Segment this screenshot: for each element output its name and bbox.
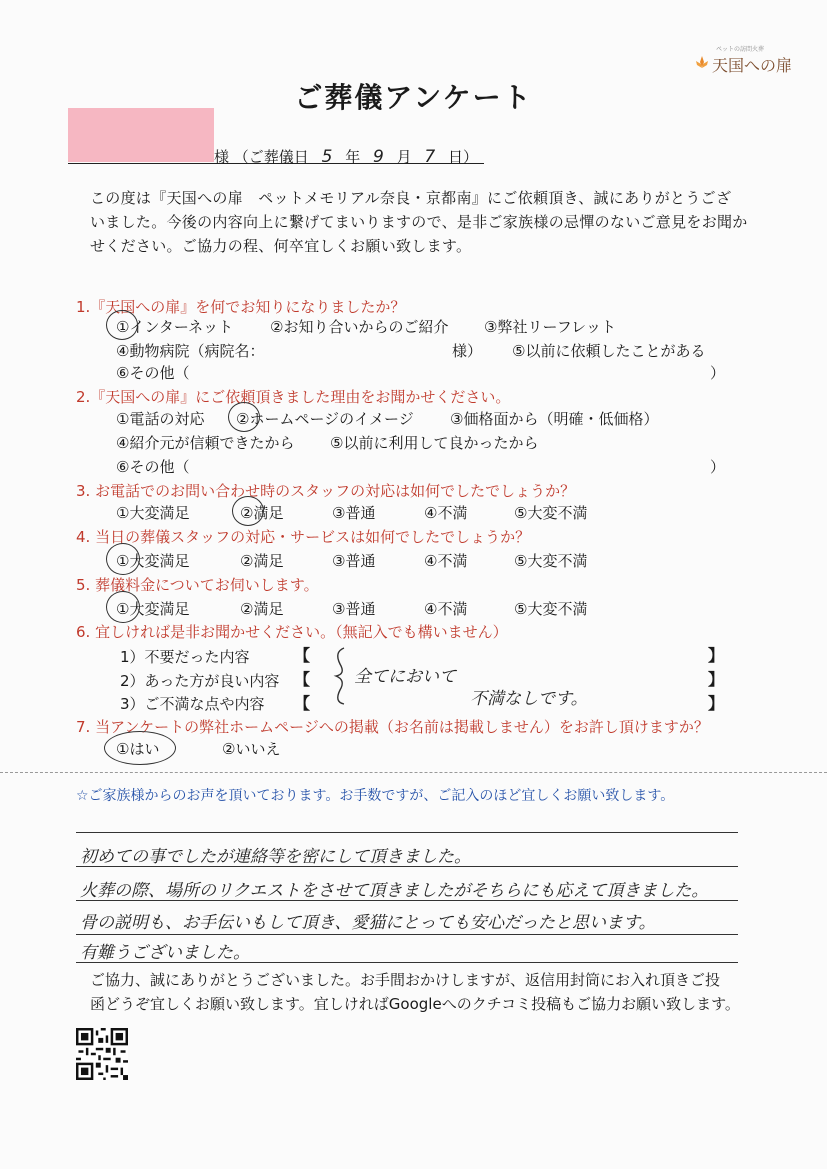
q1-option-leaflet[interactable]: ③弊社リーフレット	[484, 318, 616, 336]
bracket-open: 【	[294, 646, 311, 665]
voice-line: 初めての事でしたが連絡等を密にして頂きました。	[80, 847, 471, 867]
selection-circle	[228, 402, 260, 432]
q2-option-trust[interactable]: ④紹介元が信頼できたから	[116, 434, 295, 452]
q1-option-hospital[interactable]: ④動物病院（病院名：	[116, 342, 265, 360]
voice-line: 火葬の際、場所のリクエストをさせて頂きましたがそちらにも応えて頂きました。	[80, 881, 709, 901]
q5-rating-very-dissatisfied[interactable]: ⑤大変不満	[514, 600, 588, 618]
date-prefix: （ご葬儀日	[233, 148, 309, 166]
q6-item-wanted: 2）あった方が良い内容	[120, 672, 280, 690]
q7-question: 7. 当アンケートの弊社ホームページへの掲載（お名前は掲載しません）をお許し頂けますか？	[76, 718, 709, 736]
bracket-close: 】	[708, 646, 725, 665]
outro-line: ご協力、誠にありがとうございました。お手間おかけしますが、返信用封筒にお入れ頂きご投	[90, 971, 721, 989]
intro-line: いました。今後の内容向上に繋げてまいりますので、是非ご家族様の忌憚のないご意見をお聞か	[90, 213, 748, 231]
q6-handwritten-no-complaints: 不満なしです。	[470, 689, 588, 709]
q4-question: 4. 当日の葬儀スタッフの対応・サービスは如何でしたでしょうか？	[76, 528, 531, 546]
bracket-open: 【	[294, 694, 311, 713]
brand-logo	[694, 44, 804, 76]
lotus-icon	[694, 54, 710, 70]
voice-line: 骨の説明も、お手伝いもして頂き、愛猫にとっても安心だったと思います。	[80, 913, 656, 933]
bracket-close: 】	[708, 670, 725, 689]
outro-text	[90, 968, 740, 1016]
logo-name: 天国への扉	[712, 56, 793, 75]
q4-rating-very-dissatisfied[interactable]: ⑤大変不満	[514, 552, 588, 570]
q4-rating-dissatisfied[interactable]: ④不満	[424, 552, 468, 570]
q1-question: 1.『天国への扉』を何でお知りになりましたか？	[76, 298, 406, 316]
intro-line: せください。ご協力の程、何卒宜しくお願い致します。	[90, 237, 472, 255]
selection-circle	[106, 310, 138, 340]
q3-rating-satisfied[interactable]: ②満足	[240, 504, 284, 522]
q5-rating-dissatisfied[interactable]: ④不満	[424, 600, 468, 618]
voice-line: 有難うございました。	[80, 943, 250, 963]
q2-other-close: ）	[710, 458, 726, 476]
q1-other-close: ）	[710, 364, 726, 382]
q2-option-previous[interactable]: ⑤以前に利用して良かったから	[330, 434, 539, 452]
q1-option-internet[interactable]: ①インターネット	[116, 318, 234, 336]
q6-item-complaints: 3）ご不満な点や内容	[120, 695, 265, 713]
q4-rating-satisfied[interactable]: ②満足	[240, 552, 284, 570]
bracket-close: 】	[708, 694, 725, 713]
outro-line: 函どうぞ宜しくお願い致します。宜しければGoogleへのクチコミ投稿もご協力お願い致します。	[90, 995, 740, 1013]
page-title: ご葬儀アンケート	[294, 81, 533, 114]
year-value: 5	[321, 147, 333, 167]
selection-circle	[232, 496, 264, 526]
selection-circle	[106, 543, 140, 575]
logo-tagline: ペットの訪問火葬	[716, 46, 765, 53]
q7-option-yes[interactable]: ①はい	[116, 740, 160, 758]
q5-rating-normal[interactable]: ③普通	[332, 600, 376, 618]
q3-question: 3. お電話でのお問い合わせ時のスタッフの対応は如何でしたでしょうか？	[76, 482, 576, 500]
ceremony-date	[214, 146, 478, 167]
q1-hospital-sama: 様）	[452, 342, 483, 360]
q6-handwritten-all: 全てにおいて	[354, 667, 456, 687]
year-unit: 年	[345, 148, 361, 166]
q2-option-homepage[interactable]: ②ホームページのイメージ	[236, 410, 414, 428]
intro-line: この度は『天国への扉 ペットメモリアル奈良・京都南』にご依頼頂き、誠にありがとうござ	[90, 189, 732, 207]
q3-rating-very-dissatisfied[interactable]: ⑤大変不満	[514, 504, 588, 522]
q5-rating-satisfied[interactable]: ②満足	[240, 600, 284, 618]
bracket-open: 【	[294, 670, 311, 689]
q1-option-referral[interactable]: ②お知り合いからのご紹介	[270, 318, 449, 336]
q1-option-other[interactable]: ⑥その他（	[116, 364, 190, 382]
q2-option-price[interactable]: ③価格面から（明確・低価格）	[450, 410, 659, 428]
month-unit: 月	[396, 148, 412, 166]
handwritten-brace	[330, 646, 350, 706]
day-unit: 日）	[448, 148, 479, 166]
q3-rating-very-satisfied[interactable]: ①大変満足	[116, 504, 190, 522]
q7-option-no[interactable]: ②いいえ	[222, 740, 281, 758]
day-value: 7	[424, 147, 436, 167]
qr-code[interactable]	[76, 1028, 128, 1080]
redacted-name	[68, 108, 214, 162]
sama-label: 様	[214, 148, 230, 166]
writing-line	[76, 934, 738, 935]
q5-question: 5. 葬儀料金についてお伺いします。	[76, 576, 319, 594]
q2-question: 2.『天国への扉』にご依頼頂きました理由をお聞かせください。	[76, 388, 511, 406]
voice-heading: ☆ご家族様からのお声を頂いております。お手数ですが、ご記入のほど宜しくお願い致します。	[76, 788, 675, 804]
intro-text	[90, 186, 748, 258]
q3-rating-dissatisfied[interactable]: ④不満	[424, 504, 468, 522]
selection-circle	[106, 591, 140, 623]
q1-option-previous[interactable]: ⑤以前に依頼したことがある	[512, 342, 706, 360]
selection-circle	[104, 731, 176, 765]
q5-rating-very-satisfied[interactable]: ①大変満足	[116, 600, 190, 618]
section-divider	[0, 772, 827, 773]
q2-option-other[interactable]: ⑥その他（	[116, 458, 190, 476]
q4-rating-normal[interactable]: ③普通	[332, 552, 376, 570]
writing-line	[76, 832, 738, 833]
q3-rating-normal[interactable]: ③普通	[332, 504, 376, 522]
month-value: 9	[373, 147, 384, 167]
q6-question: 6. 宜しければ是非お聞かせください。（無記入でも構いません）	[76, 623, 508, 641]
q6-item-unneeded: 1）不要だった内容	[120, 648, 250, 666]
q2-option-phone[interactable]: ①電話の対応	[116, 410, 205, 428]
q4-rating-very-satisfied[interactable]: ①大変満足	[116, 552, 190, 570]
